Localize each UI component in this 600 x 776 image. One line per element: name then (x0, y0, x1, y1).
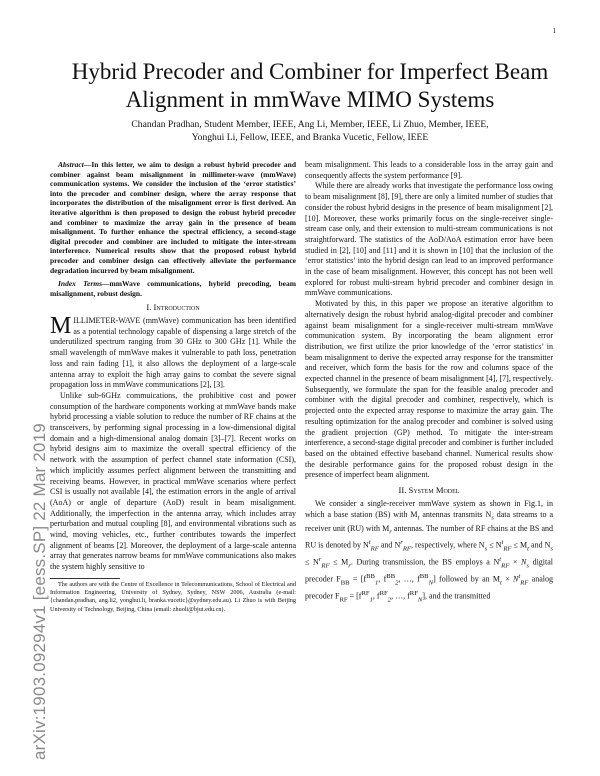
abstract-label: Abstract (58, 160, 84, 169)
sys-text: antennas transmits N (419, 509, 492, 519)
intro-paragraph-1-text: ILLIMETER-WAVE (mmWave) communication has been identified as a potential technology capable of dispensing a large stretch of the underutilized spectrum ranging from 30 GHz to 300 GHz [1]. While the small wavelength of mmWave makes it vulnerable to path loss, penetration loss and rain fading [1], it also allows the deployment of a large-scale antenna array to exploit the high array gains to combat the severe signal propagation loss in mmWave communications [2], [3]. (50, 316, 296, 390)
author-affiliation-footnote: The authors are with the Centre of Excellence in Telecommunications, School of Electrical and Information Engineering, University of Sydney, Sydney, NSW 2006, Australia (e-mail: {chandan.pradhan, ang.li2, yonghui.li, branka.vucetic}@sydney.edu.au). Li Zhuo is with Beijing University of Technology, Beijing, China (email: zhuoli@bjut.edu.cn). (50, 580, 296, 613)
math-sup: t (499, 556, 502, 564)
system-model-paragraph: We consider a single-receiver mmWave system as shown in Fig.1, in which a base station (BS) with $M_t$ antennas transmits $N_s$ data streams to a receiver unit (RU) with $M_r$ antennas. The number of RF chains at the BS and RU is denoted by $N^t_{RF}$ and $N^r_{RF}$, respectively, where $N_s \le N^t_{RF} \le M_t$ and $N_s \le N^r_{RF} \le M_r$. During transmission, the BS employs a $N^t_{RF} \times N_s$ digital precoder $F_{BB} = [f^{BB}_1$, $f^{BB}_2$, …, $f^{BB}_N$] followed by an $M_t \times N^t_{RF}$ analog precoder $F_{RF} = [f^{RF}_1$, $f^{RF}_2$, …, $f^{RF}_N$], and the transmitted (305, 498, 554, 604)
math-sub: r (348, 562, 351, 570)
index-terms-text: —mmWave communications, hybrid precoding, beam misalignment, robust design. (50, 279, 296, 298)
math-text: ] (433, 574, 436, 584)
arxiv-id: arXiv:1903.09294v1 [eess.SP] 22 Mar 2019 (30, 423, 49, 760)
math-text: , …, f (398, 574, 420, 584)
math-sup: BB (366, 573, 375, 580)
left-column (50, 160, 296, 614)
math-sup: BB (419, 573, 429, 580)
math-text: , …, f (391, 591, 410, 601)
math-text: ≤ M (511, 540, 528, 550)
math-sup: RF (409, 589, 418, 597)
sys-text: analog precoder F (305, 574, 553, 601)
section-heading-system-model: II. System Model (398, 485, 460, 496)
sys-text: digital precoder F (305, 557, 554, 584)
math-sup: r (400, 539, 403, 547)
math-sub: RF (339, 596, 348, 604)
math-text: = (347, 591, 357, 601)
math-sub: s (491, 514, 494, 522)
math-sup: BB (386, 573, 396, 580)
abstract-text: —In this letter, we aim to design a robust hybrid precoder and combiner against beam misalignment in millimeter-wave (mmWave) communication systems. We consider the inclusion of the ‘error statistics’ into the precoder and combiner design, where the array response that incorporates the distribution of the misalignment error is first derived. An iterative algorithm is then proposed to design the robust hybrid precoder and combiner to maximize the array gain in the presence of beam misalignment. To further enhance the spectral efficiency, a second-stage digital precoder and combiner are included to mitigate the inter-stream interference. Numerical results show that the proposed robust hybrid precoder and combiner design can effectively alleviate the performance degradation incurred by beam misalignment. (50, 160, 296, 275)
right-paragraph-2: While there are already works that investigate the performance loss owing to beam misalignment [8], [9], there are only a limited number of studies that consider the robust hybrid designs in the presence of beam misalignment [2], [10]. Moreover, these works primarily focus on the single-receiver single-stream case only, and their extension to multi-stream communications is not straightforward. The statistics of the AoD/AoA estimation error have been studied in [2], [10] and [11] and it is shown in [10] that the inclusion of the ‘error statistics’ into the hybrid design can lead to an improved performance in the case of beam misalignment. However, this concept has not been well explored for robust multi-stream hybrid precoder and combiner design in mmWave communications. (305, 181, 553, 298)
math-text: . (350, 557, 357, 567)
sys-text: followed by an M (435, 574, 501, 584)
math-sub: RF (402, 545, 411, 553)
sys-text: , respectively, where N (410, 540, 485, 550)
sys-text: We consider a single-receiver mmWave system as shown in Fig.1, in which a base station (BS) with M (305, 498, 553, 519)
math-sub: r (389, 528, 392, 536)
math-text: and N (528, 540, 551, 550)
index-terms-label: Index Terms (58, 279, 102, 289)
section-heading-introduction: I. Introduction (146, 302, 200, 313)
drop-cap: M (50, 313, 72, 340)
sys-text: and N (378, 540, 401, 550)
math-text: ≤ N (487, 540, 502, 550)
math-sup: RF (379, 589, 388, 597)
math-sub: RF (321, 562, 330, 570)
page-number: 1 (552, 27, 556, 35)
math-sub: RF (503, 545, 512, 553)
math-sub: t (500, 579, 502, 587)
right-paragraph-3: Motivated by this, in this paper we propose an iterative algorithm to alternatively design the robust hybrid analog-digital precoder and combiner against beam misalignment for a single-receiver multi-stream mmWave communication system. By incorporating the beam alignment error distribution, we first utilize the prior knowledge of the ‘error statistics’ in beam misalignment to derive the expected array response for the transmitter and receiver, which form the basis for the row and columns space of the expected channel in the presence of beam misalignment [4], [7], respectively. Subsequently, we formulate the span for the feasible analog precoder and combiner with the digital precoder and combiner, respectively, which is projected onto the expected array response to maximize the array gain. The resulting optimization for the analog precoder and combiner is solved using the gradient projection (GP) method. To mitigate the inter-stream interference, a second-stage digital precoder and combiner is further included based on the obtained effective baseband channel. Numerical results show the desirable performance gains for the proposed robust design in the presence of imperfect beam alignment. (305, 299, 553, 480)
math-sup: r (318, 556, 322, 564)
abstract (50, 160, 296, 275)
math-sub: s (550, 545, 554, 553)
math-sub: RF (520, 579, 529, 587)
math-text: , f (378, 574, 387, 584)
authors-line-1: Chandan Pradhan, Student Member, IEEE, Ang Li, Member, IEEE, Li Zhuo, Member, IEEE, (131, 119, 489, 130)
math-sup: t (368, 539, 371, 547)
math-text: , f (372, 591, 380, 601)
math-text: ≤ N (305, 557, 319, 567)
math-sub: s (484, 545, 488, 553)
math-sub: BB (340, 579, 350, 587)
math-sup: RF (361, 589, 370, 597)
math-text: × (509, 557, 522, 567)
math-text: × (501, 574, 514, 584)
right-paragraph-1: beam misalignment. This leads to a considerable loss in the array gain and consequently affects the system performance [9]. (305, 160, 553, 180)
sys-text: During transmission, the BS employs a N (356, 557, 500, 567)
index-terms (50, 279, 296, 298)
intro-paragraph-2: Unlike sub-6GHz commuications, the prohibitive cost and power consumption of the hardware components working at mmWave bands make hybrid processing a viable solution to reduce the number of RF chains at the transceivers, by performing signal processing in a low-dimensional digital domain and a high-dimensional analog domain [3]–[7]. Recent works on hybrid designs aim to maximize the overall spectral efficiency of the network with the assumption of perfect channel state information (CSI), which implicitly assumes perfect alignment between the transmitting and receiving beams. However, in practical mmWave scenarios where perfect CSI is usually not available [4], the estimation errors in the angle of arrival (AoA) or angle of departure (AoD) result in beam misalignment. Additionally, the imperfection in the antenna array, which includes array perturbation and mutual coupling [8], and environmental vibrations such as wind, moving vehicles, etc., further contributes towards the imperfect alignment of beams [2]. Moreover, the deployment of a large-scale antenna array that generates narrow beams for mmWave communications also makes the system highly sensitive to (50, 390, 296, 572)
math-sub: RF (501, 562, 510, 570)
sys-text: data streams to a receiver unit (RU) with M (305, 509, 553, 533)
intro-paragraph-1 (50, 313, 296, 391)
math-sup: t (501, 539, 504, 547)
math-text: ] (422, 591, 426, 601)
math-sub: t (417, 514, 420, 522)
math-sup: t (518, 573, 521, 580)
math-sub: t (527, 545, 529, 553)
math-text: = [f (349, 574, 367, 584)
author-block (70, 118, 550, 144)
sys-text: antennas. The number of RF chains at the BS and RU is denoted by N (305, 523, 553, 550)
paper-title: Hybrid Precoder and Combiner for Imperfect Beam Alignment in mmWave MIMO Systems (71, 59, 549, 112)
arxiv-watermark (12, 205, 49, 760)
math-sub: s (526, 562, 529, 570)
math-text: ≤ M (329, 557, 349, 567)
authors-line-2: Yonghui Li, Fellow, IEEE, and Branka Vucetic, Fellow, IEEE (191, 132, 429, 143)
sys-text: , and the transmitted (425, 591, 491, 601)
right-column (305, 160, 553, 606)
math-sub: RF (370, 545, 379, 553)
footnote-rule (50, 578, 120, 579)
